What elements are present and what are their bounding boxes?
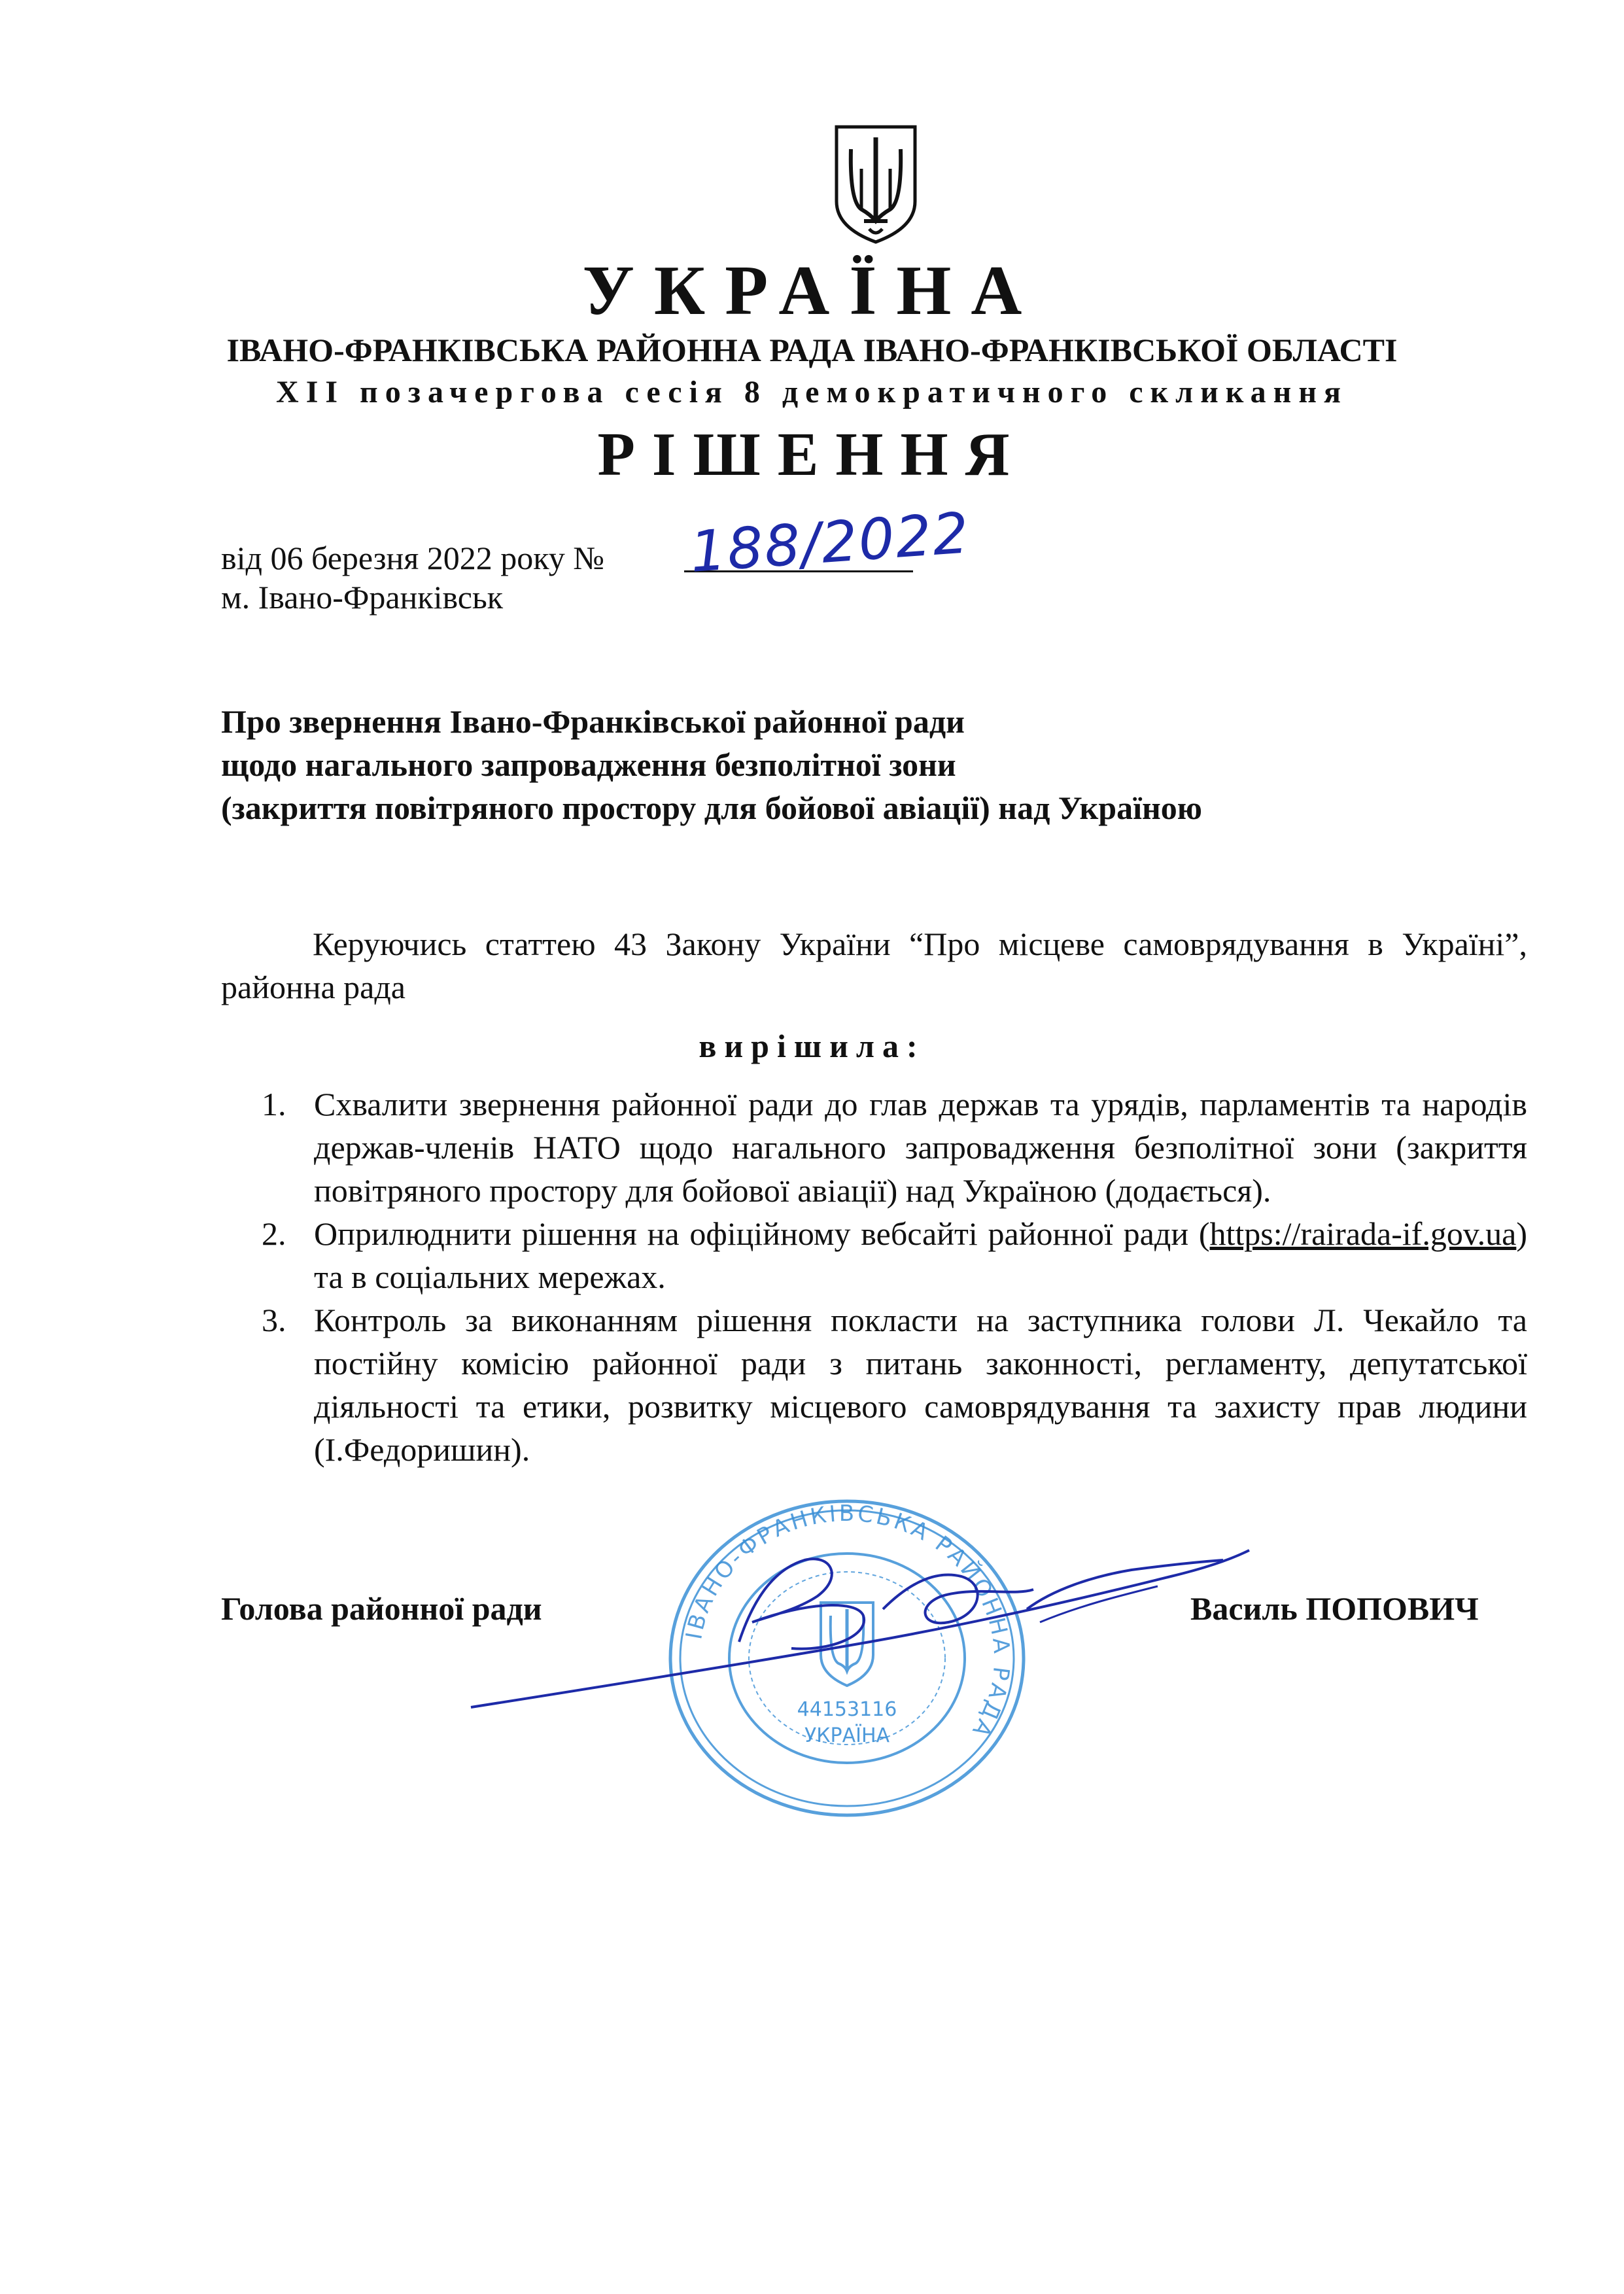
- stamp-code: 44153116: [797, 1698, 897, 1721]
- date-line: від 06 березня 2022 року №: [221, 540, 605, 576]
- handwritten-signature: [464, 1524, 1256, 1720]
- session-line: XII позачергова сесія 8 демократичного скликання: [276, 375, 1348, 409]
- council-name: ІВАНО-ФРАНКІВСЬКА РАЙОННА РАДА ІВАНО-ФРАНКІВСЬКОЇ ОБЛАСТІ: [226, 332, 1398, 368]
- website-link[interactable]: https://rairada-if.gov.ua: [1209, 1215, 1517, 1252]
- decision-items: [262, 1083, 1527, 1471]
- item-number: 1.: [262, 1086, 286, 1122]
- decision-subject: [221, 700, 1202, 829]
- stamp-country: УКРАЇНА: [804, 1724, 890, 1747]
- preamble: [221, 922, 1527, 1009]
- preamble-text: Керуючись статтею 43 Закону України “Про місцеве самоврядування в Україні”, районна рада: [221, 926, 1527, 1005]
- subject-line: щодо нагального запровадження безполітної зони: [221, 746, 956, 783]
- document-type: РІШЕННЯ: [597, 421, 1027, 489]
- item-number: 3.: [262, 1302, 286, 1338]
- list-item: [262, 1212, 1527, 1298]
- item-text: Контроль за виконанням рішення покласти на заступника голови Л. Чекайло та постійну комісію районної ради з питань законності, регламенту, депутатської діяльності та етики, розвитку місцевого самоврядування та захисту прав людини (І.Федоришин).: [314, 1302, 1527, 1468]
- city-line: м. Івано-Франківськ: [221, 579, 504, 616]
- signatory-name: Василь ПОПОВИЧ: [1190, 1590, 1479, 1627]
- decided-heading: вирішила:: [699, 1028, 925, 1064]
- stamp-ring-text: ІВАНО-ФРАНКІВСЬКА РАЙОННА РАДА: [681, 1500, 1015, 1744]
- item-text: Оприлюднити рішення на офіційному вебсайті районної ради (: [314, 1215, 1210, 1252]
- subject-line: Про звернення Івано-Франківської районної ради: [221, 703, 965, 740]
- item-text: Схвалити звернення районної ради до глав держав та урядів, парламентів та народів держав-членів НАТО щодо нагального запровадження безполітної зони (закриття повітряного простору для бойової авіації) над Україною (додається).: [314, 1086, 1527, 1209]
- subject-line: (закриття повітряного простору для бойової авіації) над Україною: [221, 790, 1202, 826]
- handwritten-number: 188/2022: [688, 500, 972, 585]
- signatory-title: Голова районної ради: [221, 1590, 542, 1627]
- item-text: ) та в соціальних мережах.: [314, 1215, 1527, 1295]
- coat-of-arms-icon: [831, 123, 920, 245]
- country-heading: УКРАЇНА: [582, 252, 1042, 330]
- list-item: [262, 1298, 1527, 1471]
- item-number: 2.: [262, 1215, 286, 1252]
- list-item: [262, 1083, 1527, 1212]
